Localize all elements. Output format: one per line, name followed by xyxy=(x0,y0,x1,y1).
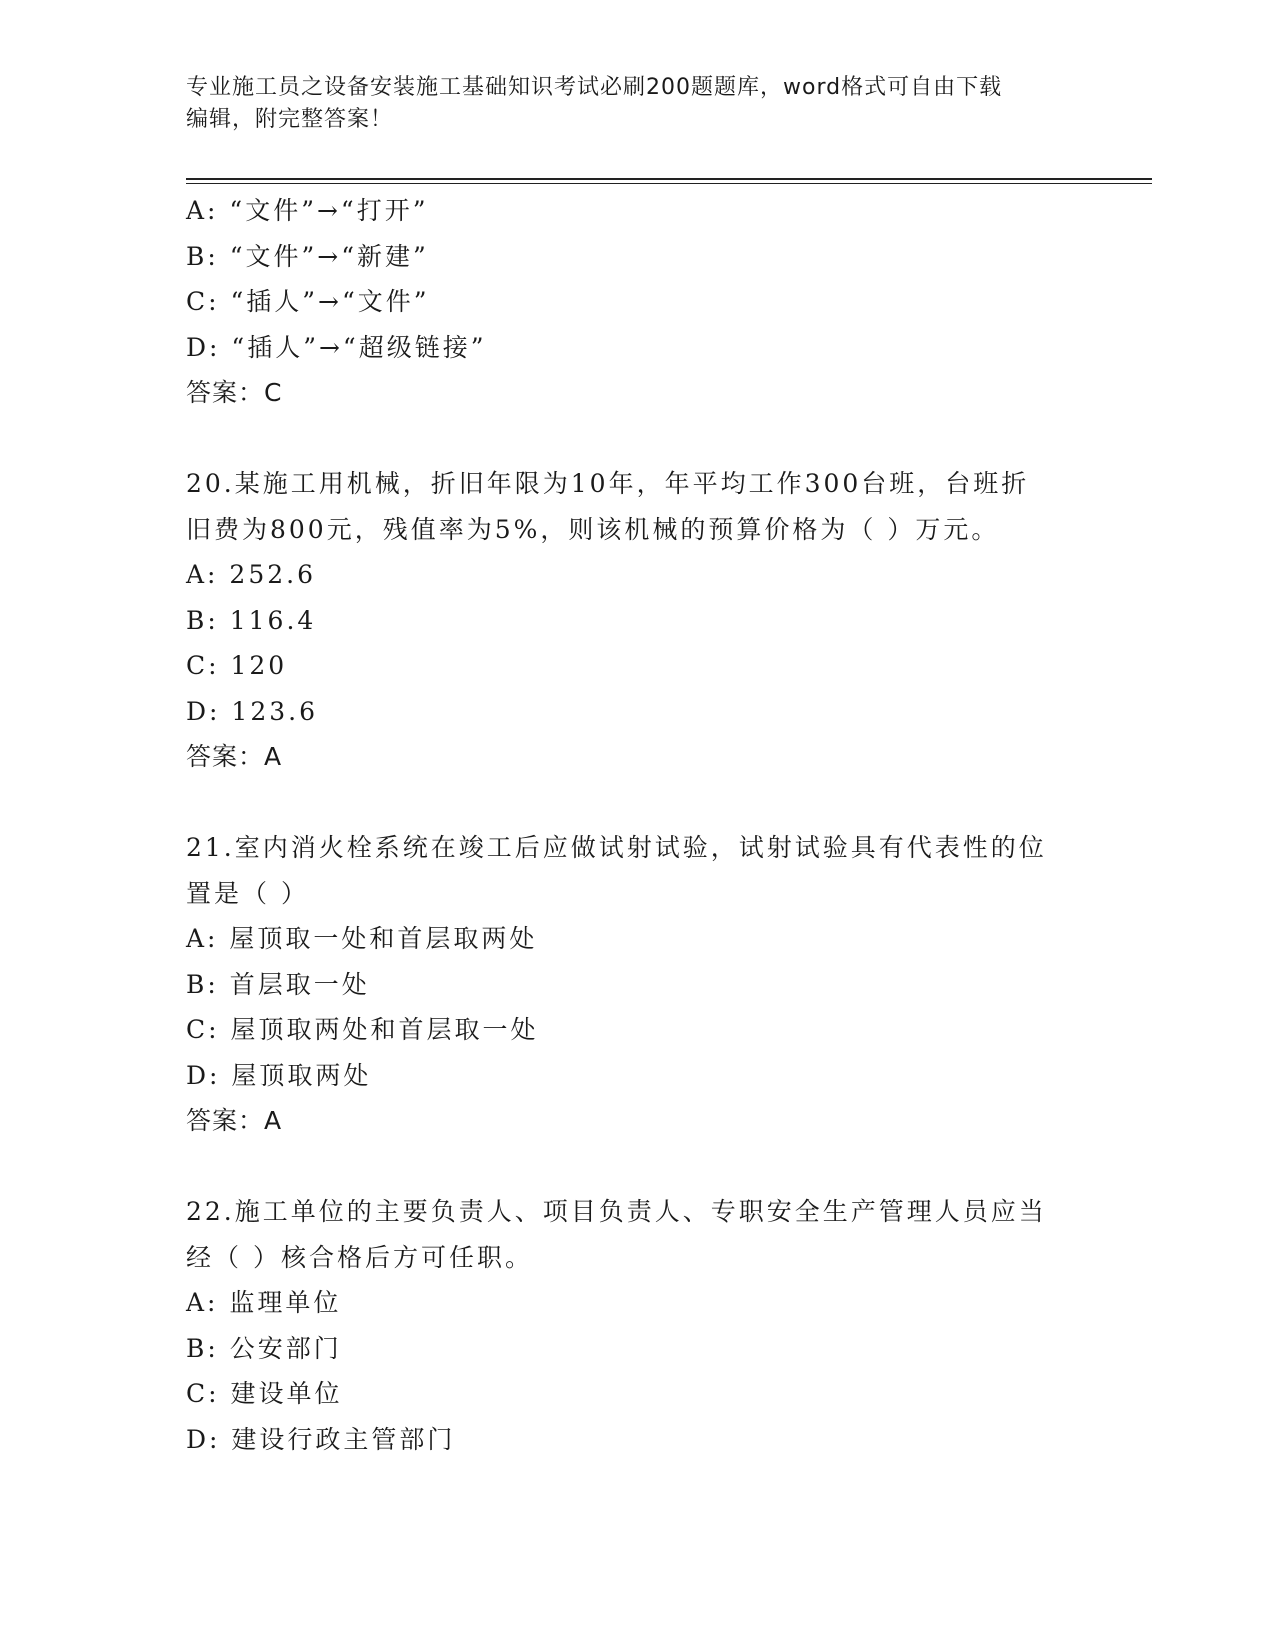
option-b: B: 首层取一处 xyxy=(186,969,370,999)
header-line-1: 专业施工员之设备安装施工基础知识考试必刷200题题库，word格式可自由下载 xyxy=(186,75,1003,100)
question-21-block xyxy=(186,825,1086,1144)
option-d: D: 建设行政主管部门 xyxy=(186,1424,456,1454)
option-d: D: 123.6 xyxy=(186,696,318,726)
option-d: D: “插人”→“超级链接” xyxy=(186,332,487,362)
header-rule-thick xyxy=(186,178,1152,180)
option-c: C: “插人”→“文件” xyxy=(186,287,430,316)
question-20-block xyxy=(186,461,1086,780)
option-b: B: “文件”→“新建” xyxy=(186,241,429,271)
option-c: C: 屋顶取两处和首层取一处 xyxy=(186,1015,539,1044)
spacer xyxy=(186,1144,1086,1190)
option-c: C: 建设单位 xyxy=(186,1379,343,1408)
question-stem-line-1: 22.施工单位的主要负责人、项目负责人、专职安全生产管理人员应当 xyxy=(186,1197,1047,1226)
option-a: A: “文件”→“打开” xyxy=(186,196,429,225)
option-c: C: 120 xyxy=(186,651,288,680)
option-a: A: 252.6 xyxy=(186,560,316,589)
question-stem-line-2: 经（ ）核合格后方可任职。 xyxy=(186,1242,533,1272)
option-b: B: 公安部门 xyxy=(186,1333,342,1363)
question-stem-line-1: 20.某施工用机械，折旧年限为10年，年平均工作300台班，台班折 xyxy=(186,469,1030,498)
question-stem-line-2: 旧费为800元，残值率为5%，则该机械的预算价格为（ ）万元。 xyxy=(186,514,1000,544)
header-rule-thin xyxy=(186,183,1152,184)
spacer xyxy=(186,780,1086,826)
question-stem-line-2: 置是（ ） xyxy=(186,878,309,908)
question-stem-line-1: 21.室内消火栓系统在竣工后应做试射试验，试射试验具有代表性的位 xyxy=(186,833,1047,862)
answer: 答案：C xyxy=(186,378,283,407)
option-a: A: 屋顶取一处和首层取两处 xyxy=(186,924,538,953)
question-22-block xyxy=(186,1189,1086,1462)
question-content xyxy=(186,188,1086,1462)
spacer xyxy=(186,416,1086,462)
question-19-block xyxy=(186,188,1086,416)
header-line-2: 编辑，附完整答案！ xyxy=(186,107,394,132)
answer: 答案：A xyxy=(186,742,283,771)
option-a: A: 监理单位 xyxy=(186,1288,342,1317)
option-d: D: 屋顶取两处 xyxy=(186,1060,372,1090)
answer: 答案：A xyxy=(186,1106,283,1135)
document-header xyxy=(186,72,1066,136)
option-b: B: 116.4 xyxy=(186,605,317,635)
